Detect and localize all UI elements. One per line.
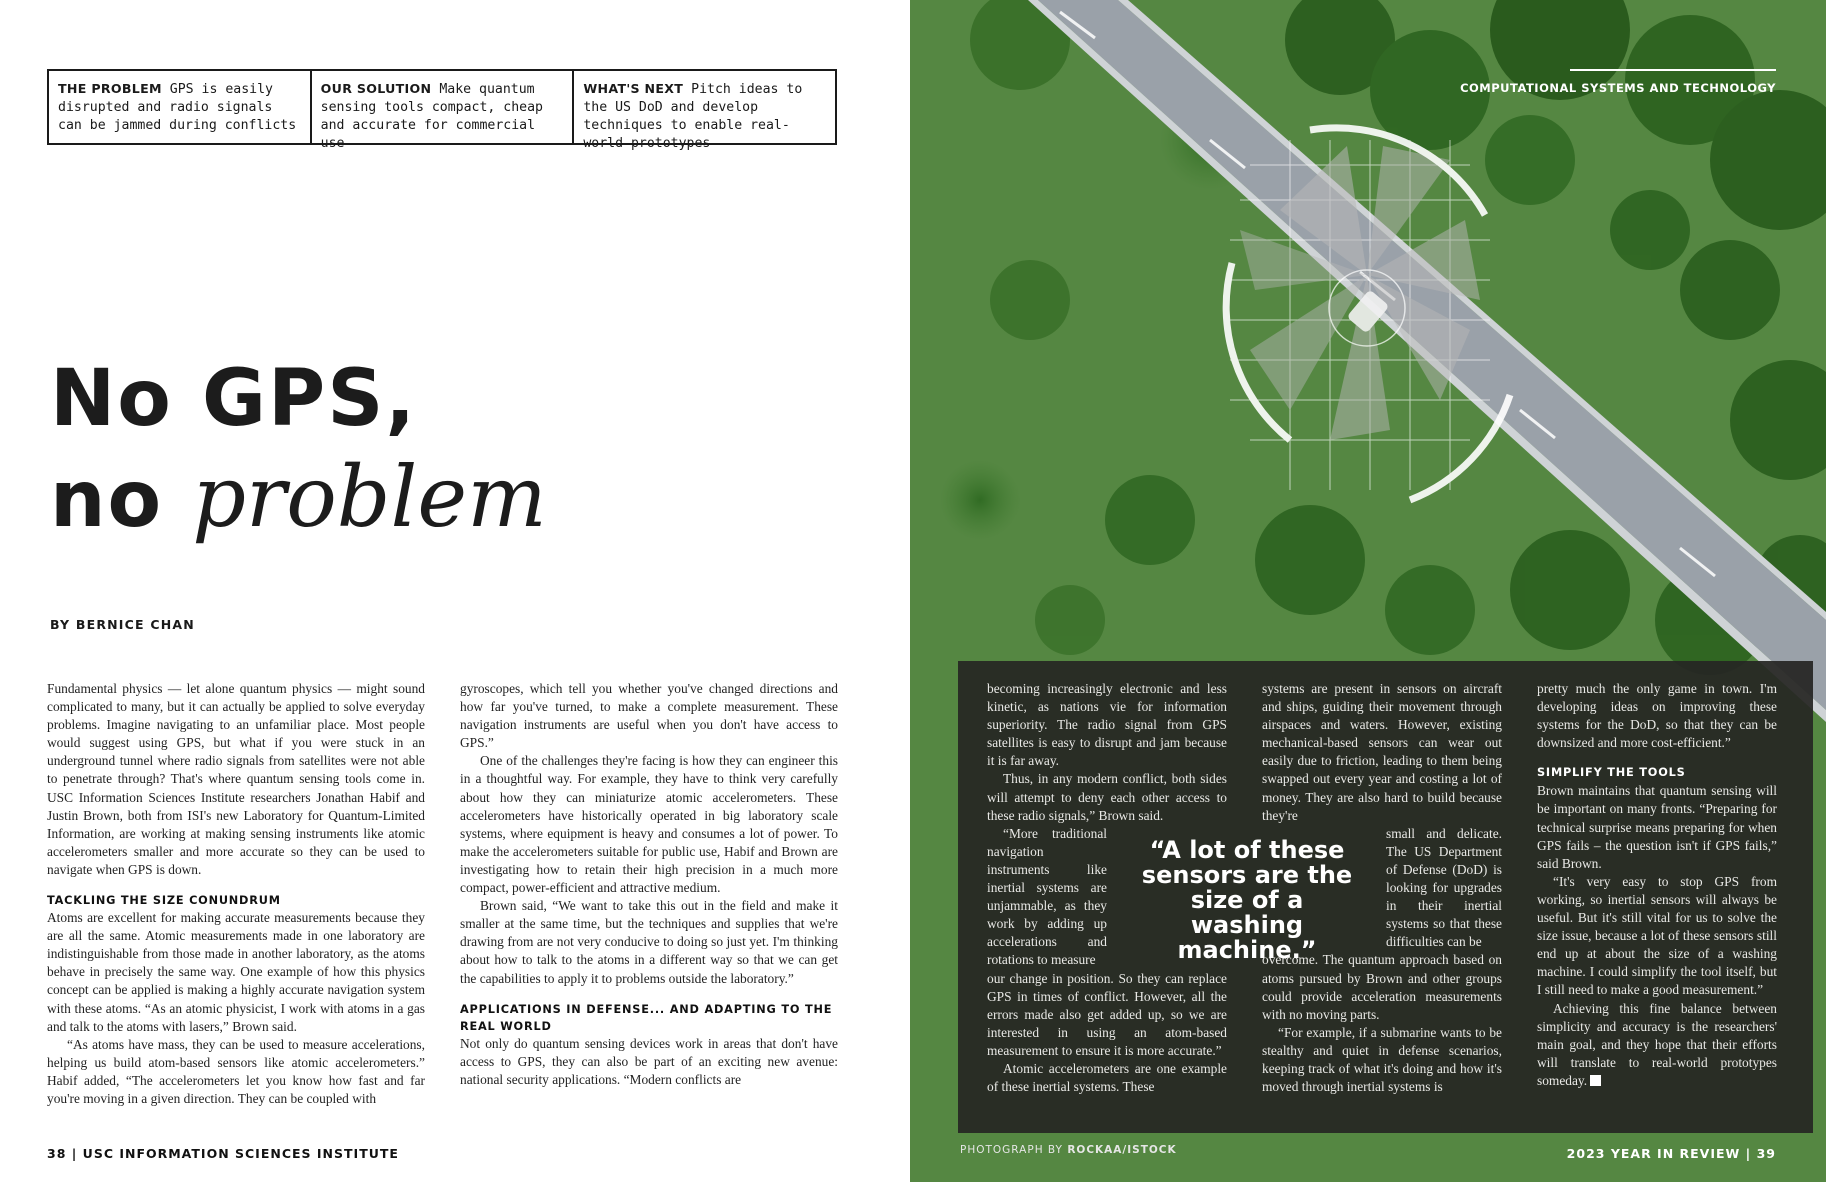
next-label: WHAT'S NEXT [583, 81, 684, 96]
paragraph: overcome. The quantum approach based on atoms pursued by Brown and other groups could provide acceleration measurements with no moving parts. [1262, 952, 1502, 1022]
next-text: Pitch ideas to the US DoD and develop techniques to enable real-world prototypes [583, 82, 803, 151]
paragraph: pretty much the only game in town. I'm developing ideas on improving these systems for the DoD, so that they can be downsized and more cost-efficient.” [1537, 681, 1777, 751]
paragraph: “It's very easy to stop GPS from working, so inertial sensors will always be useful. But it's still vital for us to solve the size issue, because a lot of these sensors still end up at about the size of a washing machine. I could simplify the tool itself, but I still need to make a good measurement.” [1537, 873, 1777, 998]
section-label: COMPUTATIONAL SYSTEMS AND TECHNOLOGY [1460, 81, 1776, 95]
pull-quote: “A lot of these sensors are the size of a washing machine.” [1141, 836, 1353, 964]
summary-next [572, 71, 835, 151]
headline [50, 350, 547, 549]
headline-plain: no [50, 455, 193, 545]
paragraph-wrap: small and delicate. The US Department of Defense (DoD) is looking for upgrades in their inertial systems so that these difficulties can be [1386, 825, 1502, 950]
paragraph: “As atoms have mass, they can be used to measure accelerations, helping us build atom-based sensors like atomic accelerometers.” Habif added, “The accelerometers let you know how fast and far you're moving in a given direction. They can be coupled with [47, 1036, 425, 1106]
summary-problem [49, 71, 310, 143]
folio-right: 2023 YEAR IN REVIEW | 39 [1566, 1146, 1776, 1161]
subhead-applications-defense: APPLICATIONS IN DEFENSE... AND ADAPTING TO THE REAL WORLD [460, 1002, 833, 1033]
problem-text: GPS is easily disrupted and radio signals can be jammed during conflicts [58, 82, 297, 133]
paragraph-final [1537, 1000, 1777, 1090]
paragraph-wrap-start: “More traditional navigation instruments like inertial systems are unjammable, as they work by adding up accelerations and rotations to measure [987, 825, 1107, 968]
solution-label: OUR SOLUTION [320, 81, 432, 96]
summary-solution [310, 71, 573, 151]
final-text: Achieving this fine balance between simplicity and accuracy is the researchers' main goal, and they hope that their efforts will translate to real-world prototypes someday. [1537, 1000, 1777, 1088]
photo-credit [960, 1144, 1177, 1156]
end-mark-icon [1590, 1075, 1601, 1086]
photo-credit-prefix: PHOTOGRAPH BY [960, 1144, 1068, 1156]
problem-label: THE PROBLEM [58, 81, 162, 96]
article-column-2 [460, 680, 838, 1089]
photo-credit-name: ROCKAA/ISTOCK [1067, 1144, 1177, 1156]
paragraph: One of the challenges they're facing is how they can engineer this in a thoughtful way. For example, they have to think very carefully about how they can miniaturize atomic accelerometers. These accelerometers have historically operated in big laboratory scale systems, where equipment is heavy and consumes a lot of power. To make the accelerometers suitable for public use, Habif and Brown are investigating how to retain their high precision in a much more compact, power-efficient and attractive medium. [460, 753, 838, 896]
paragraph: Brown said, “We want to take this out in the field and make it smaller at the same time, but the techniques and supplies that we're drawing from are not very conducive to doing so just yet. I'm thinking about how to talk to the atoms in a different way so that we can get the capabilities to apply it to problems outside the laboratory.” [460, 898, 838, 986]
paragraph: Atomic accelerometers are one example of these inertial systems. These [987, 1060, 1227, 1095]
subhead-simplify-tools: SIMPLIFY THE TOOLS [1537, 766, 1686, 780]
paragraph: Thus, in any modern conflict, both sides will attempt to deny each other access to these radio signals,” Brown said. [987, 771, 1227, 823]
headline-italic: problem [192, 448, 547, 546]
paragraph: Brown maintains that quantum sensing will be important on many fronts. “Preparing for technical surprise means preparing for when GPS fails – the question isn't if GPS fails,” said Brown. [1537, 783, 1777, 871]
paragraph: “For example, if a submarine wants to be stealthy and quiet in defense scenarios, keeping track of what it's doing and how it's moved through inertial systems is [1262, 1024, 1502, 1095]
paragraph: Not only do quantum sensing devices work in areas that don't have access to GPS, they can also be part of an exciting new avenue: national security applications. “Modern conflicts are [460, 1035, 838, 1087]
paragraph: becoming increasingly electronic and less kinetic, as nations vie for information superiority. The radio signal from GPS satellites is easy to disrupt and jam because it is far away. [987, 681, 1227, 769]
left-page [0, 0, 910, 1182]
byline: BY BERNICE CHAN [50, 617, 195, 632]
folio-left: 38 | USC INFORMATION SCIENCES INSTITUTE [47, 1146, 399, 1161]
headline-line-1: No GPS, [50, 354, 418, 444]
solution-text: Make quantum sensing tools compact, cheap and accurate for commercial use [320, 82, 543, 151]
article-column-5 [1537, 680, 1777, 1090]
paragraph: our change in position. So they can replace GPS in times of conflict. However, all the errors made also get added up, so we are interested in using an atom-based measurement to ensure it is more accurate.” [987, 970, 1227, 1058]
headline-line-2 [50, 448, 547, 549]
paragraph: gyroscopes, which tell you whether you've changed directions and how far you've turned, to make a complete measurement. These navigation instruments are useful when you don't have access to GPS.” [460, 681, 838, 751]
paragraph: systems are present in sensors on aircraft and ships, guiding their movement through airspaces and waters. However, existing mechanical-based sensors can wear out easily due to friction, leading to them being swapped out every year and costing a lot of money. They are also hard to build because they're [1262, 681, 1502, 823]
paragraph: Atoms are excellent for making accurate measurements because they are all the same. Atomic measurements made in one laboratory are indistinguishable from those made in another laboratory, as the atoms behave in precisely the same way. One example of how this physics concept can be applied is making a highly accurate navigation system with these atoms. “As an atomic physicist, I work with atoms in a gas and talk to the atoms with lasers,” Brown said. [47, 910, 425, 1034]
paragraph: Fundamental physics — let alone quantum physics — might sound complicated to many, but it can actually be applied to solve everyday problems. Imagine navigating to an unfamiliar place. Most people would suggest using GPS, but what if you were stuck in an underground tunnel where radio signals from satellites were not able to penetrate through? That's where quantum sensing tools come in. USC Information Sciences Institute researchers Jonathan Habif and Justin Brown, both from ISI's new Laboratory for Quantum-Limited Information, are working at making sensing instruments like atomic accelerometers smaller and more accurate so they can be used to navigate when GPS is down. [47, 681, 425, 877]
summary-box [47, 69, 837, 151]
section-rule [1570, 69, 1776, 71]
subhead-size-conundrum: TACKLING THE SIZE CONUNDRUM [47, 894, 281, 908]
article-column-1 [47, 680, 425, 1108]
